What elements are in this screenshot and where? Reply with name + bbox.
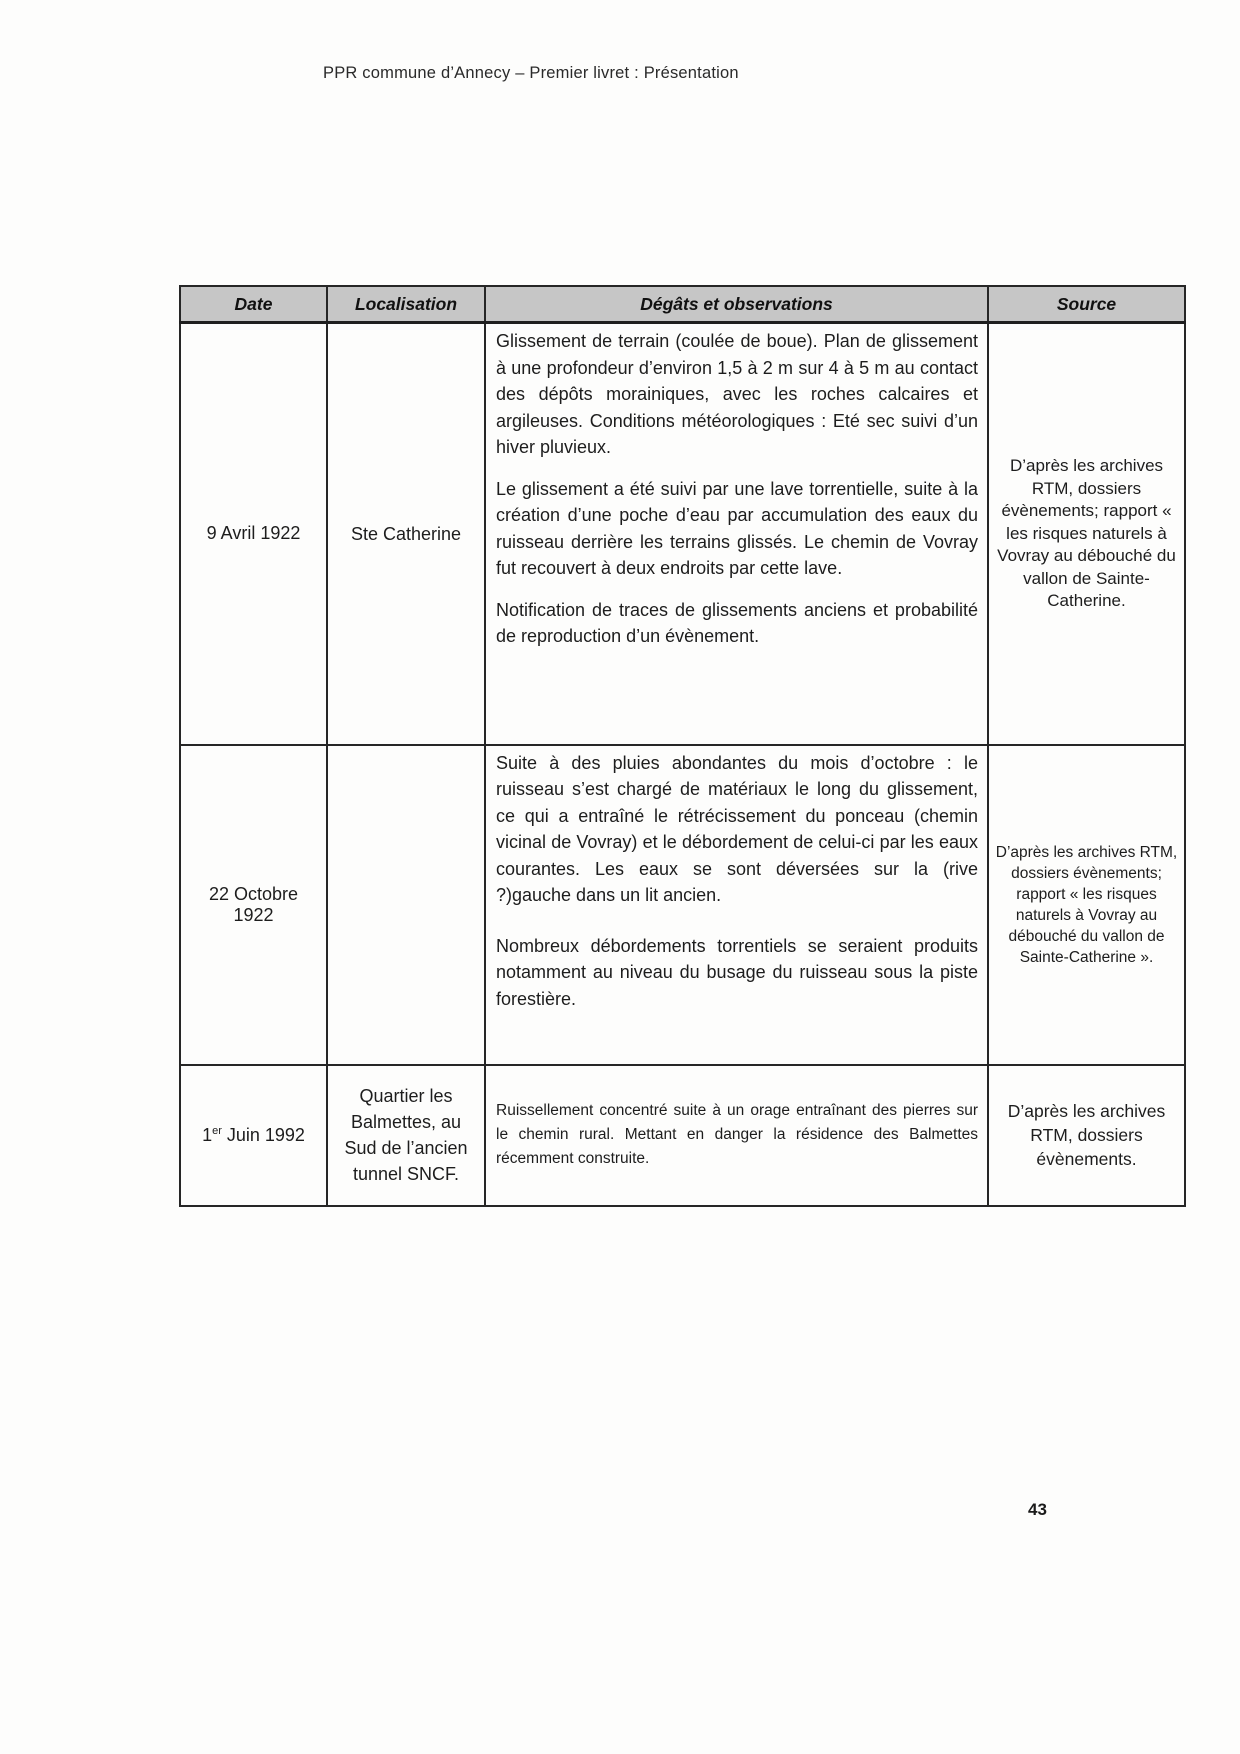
- degats-paragraph: Notification de traces de glissements anciens et probabilité de reproduction d’un évènement.: [496, 599, 978, 646]
- table-row: [180, 1065, 1185, 1206]
- degats-cell: [485, 1065, 988, 1206]
- source-cell: D’après les archives RTM, dossiers évènements.: [988, 1065, 1185, 1206]
- col-header-degats: Dégâts et observations: [485, 286, 988, 323]
- events-table: [179, 285, 1186, 1207]
- degats-cell: [485, 323, 988, 745]
- page-number: 43: [1028, 1500, 1047, 1519]
- table-header-row: [180, 286, 1185, 323]
- localisation-cell: Quartier les Balmettes, au Sud de l’ancien tunnel SNCF.: [327, 1065, 485, 1206]
- degats-paragraph: Ruissellement concentré suite à un orage entraînant des pierres sur le chemin rural. Mettant en danger la résidence des Balmettes récemment construite.: [496, 1102, 978, 1167]
- table-row: [180, 745, 1185, 1065]
- localisation-cell: Ste Catherine: [327, 323, 485, 745]
- col-header-source: Source: [988, 286, 1185, 323]
- table-row: [180, 323, 1185, 745]
- date-cell: [180, 1065, 327, 1206]
- col-header-date: Date: [180, 286, 327, 323]
- source-cell: D’après les archives RTM, dossiers évènements; rapport « les risques naturels à Vovray au débouché du vallon de Sainte-Catherine.: [988, 323, 1185, 745]
- degats-paragraph: Nombreux débordements torrentiels se seraient produits notamment au niveau du busage du ruisseau sous la piste forestière.: [496, 935, 978, 1009]
- degats-paragraph: Glissement de terrain (coulée de boue). Plan de glissement à une profondeur d’environ 1,5 à 2 m sur 4 à 5 m au contact des dépôts morainiques, avec les roches calcaires et argileuses. Conditions météorologiques : Eté sec suivi d’un hiver pluvieux.: [496, 331, 978, 457]
- date-ordinal-suffix: er: [212, 1124, 222, 1137]
- localisation-cell: [327, 745, 485, 1065]
- degats-cell: [485, 745, 988, 1065]
- date-text: Juin 1992: [221, 1124, 305, 1145]
- degats-paragraph: Le glissement a été suivi par une lave torrentielle, suite à la création d’une poche d’eau par accumulation des eaux du ruisseau derrière les terrains glissés. Le chemin de Vovray fut recouvert à deux endroits par cette lave.: [496, 478, 978, 578]
- source-cell: D’après les archives RTM, dossiers évènements; rapport « les risques naturels à Vovray au débouché du vallon de Sainte-Catherine ».: [988, 745, 1185, 1065]
- date-cell: 22 Octobre 1922: [180, 745, 327, 1065]
- degats-paragraph: Suite à des pluies abondantes du mois d’octobre : le ruisseau s’est chargé de matériaux le long du glissement, ce qui a entraîné le rétrécissement du ponceau (chemin vicinal de Vovray) et le débordement de celui-ci par les eaux courantes. Les eaux se sont déversées sur la (rive ?)gauche dans un lit ancien.: [496, 752, 978, 905]
- date-cell: 9 Avril 1922: [180, 323, 327, 745]
- col-header-localisation: Localisation: [327, 286, 485, 323]
- date-text: 1: [202, 1124, 213, 1145]
- running-header: PPR commune d’Annecy – Premier livret : Présentation: [323, 64, 739, 82]
